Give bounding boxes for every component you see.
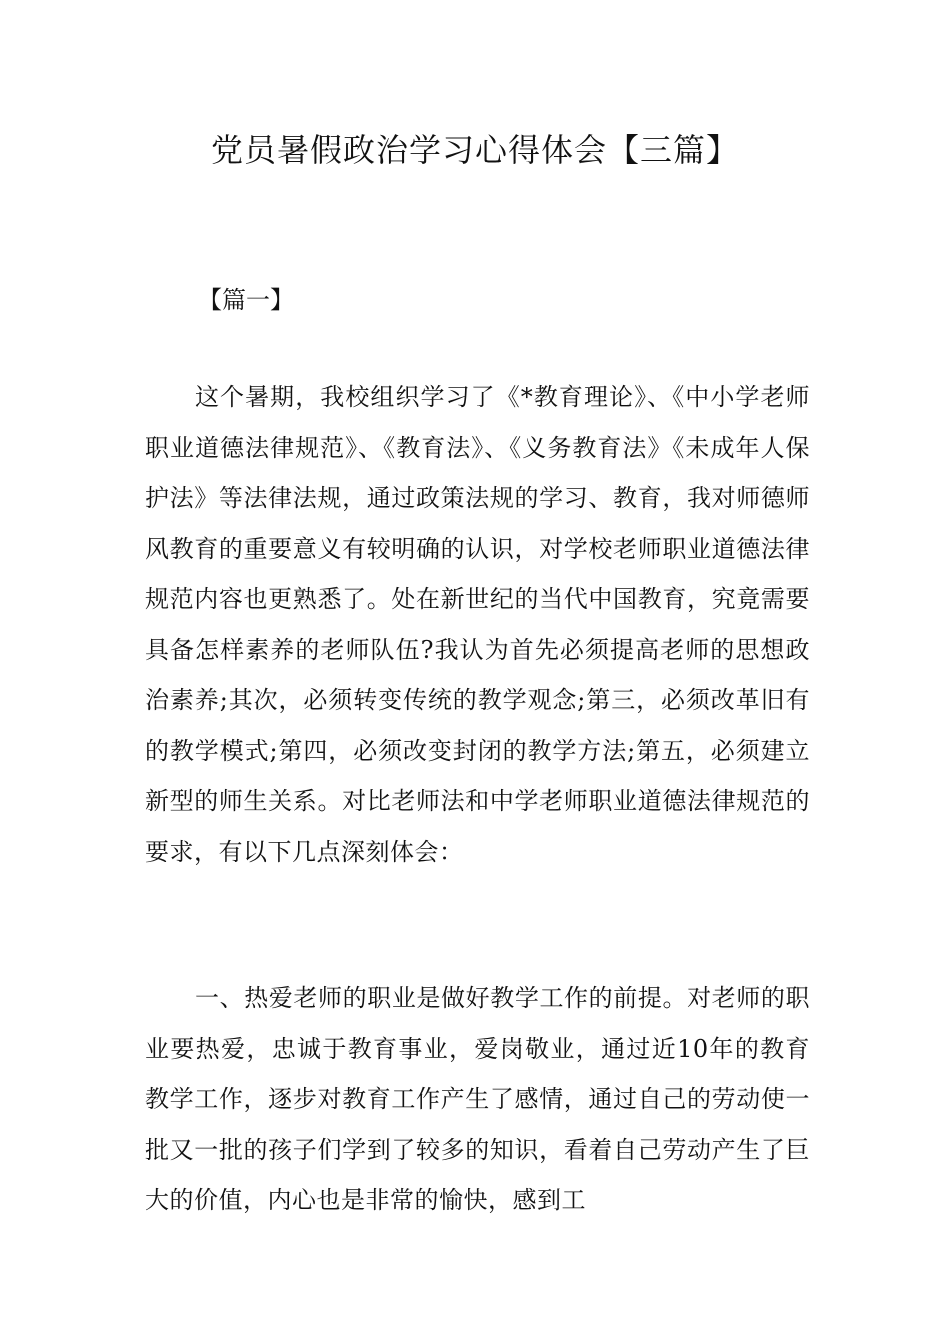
body-paragraph-1: 这个暑期，我校组织学习了《*教育理论》、《中小学老师职业道德法律规范》、《教育法》、《义务教育法》《未成年人保护法》等法律法规，通过政策法规的学习、教育，我对师德师风教育的重要意义有较明确的认识，对学校老师职业道德法律规范内容也更熟悉了。处在新世纪的当代中国教育，究竟需要具备怎样素养的老师队伍?我认为首先必须提高老师的思想政治素养;其次，必须转变传统的教学观念;第三，必须改革旧有的教学模式;第四，必须改变封闭的教学方法;第五，必须建立新型的师生关系。对比老师法和中学老师职业道德法律规范的要求，有以下几点深刻体会：	[145, 383, 810, 866]
body-paragraph-2: 一、热爱老师的职业是做好教学工作的前提。对老师的职业要热爱，忠诚于教育事业，爱岗敬业，通过近10年的教育教学工作，逐步对教育工作产生了感情，通过自己的劳动使一批又一批的孩子们学到了较多的知识，看着自己劳动产生了巨大的价值，内心也是非常的愉快，感到工	[145, 984, 810, 1214]
section-heading: 【篇一】	[198, 286, 294, 314]
document-title: 党员暑假政治学习心得体会【三篇】	[210, 131, 739, 169]
